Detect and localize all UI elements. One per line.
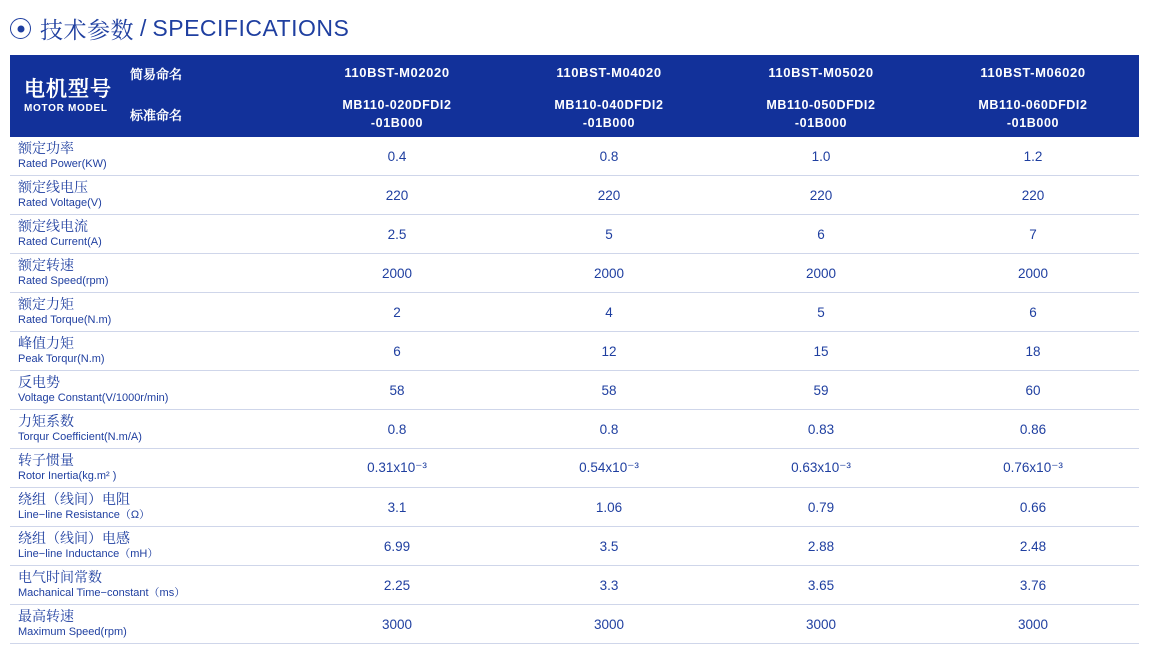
page-title-en: SPECIFICATIONS <box>152 15 350 41</box>
cell-value: 5 <box>605 226 613 242</box>
column-header-simple-2: 110BST-M04020 <box>503 55 715 91</box>
table-row <box>10 254 1139 293</box>
row-label <box>10 371 291 410</box>
cell-value: 220 <box>809 187 833 203</box>
motor-model-label-cn: 电机型号 <box>24 77 112 101</box>
row-label <box>10 605 291 644</box>
cell-value: 2.48 <box>1019 538 1047 554</box>
cell-value: 1.2 <box>1023 148 1043 164</box>
cell-value: 0.66 <box>1019 499 1047 515</box>
row-label-en: Rated Power(KW) <box>18 157 107 170</box>
column-header-standard-2 <box>503 91 715 137</box>
row-label <box>10 215 291 254</box>
row-label-cn: 最高转速 <box>18 608 74 625</box>
circle-dot-icon <box>10 18 31 39</box>
row-label-en: Rotor Inertia(kg.m² ) <box>18 469 117 482</box>
cell-value: 3.1 <box>387 499 407 515</box>
column-header-standard-2-line1: MB110-040DFDI2 <box>554 97 664 112</box>
column-header-simple-1: 110BST-M02020 <box>291 55 503 91</box>
row-label-en: Peak Torqur(N.m) <box>18 352 105 365</box>
simple-naming-label: 简易命名 <box>122 55 291 91</box>
cell-value: 6 <box>393 343 401 359</box>
row-label-cn: 峰值力矩 <box>18 335 74 352</box>
cell-value: 220 <box>1021 187 1045 203</box>
row-label-en: Rated Speed(rpm) <box>18 274 109 287</box>
row-label-cn: 额定线电流 <box>18 218 88 235</box>
page-title-separator: / <box>140 15 147 41</box>
column-header-standard-4-line2: -01B000 <box>1006 116 1060 130</box>
table-row <box>10 176 1139 215</box>
row-label <box>10 527 291 566</box>
cell-value: 6 <box>1029 304 1037 320</box>
cell-value: 18 <box>1025 343 1041 359</box>
cell-value: 6.99 <box>383 538 411 554</box>
cell-value: 58 <box>601 382 617 398</box>
table-body <box>10 137 1139 644</box>
column-header-standard-3 <box>715 91 927 137</box>
row-label-en: Rated Torque(N.m) <box>18 313 112 326</box>
standard-naming-label: 标准命名 <box>122 91 291 137</box>
page-title-cn: 技术参数 <box>40 17 134 43</box>
cell-value: 2.5 <box>387 226 407 242</box>
cell-value: 0.63x10⁻³ <box>791 460 851 475</box>
cell-value: 2.25 <box>383 577 411 593</box>
cell-value: 1.0 <box>811 148 831 164</box>
row-label <box>10 332 291 371</box>
row-label <box>10 410 291 449</box>
cell-value: 3.5 <box>599 538 619 554</box>
row-label-cn: 转子惯量 <box>18 452 74 469</box>
cell-value: 3.3 <box>599 577 619 593</box>
cell-value: 3000 <box>593 616 625 632</box>
cell-value: 3.76 <box>1019 577 1047 593</box>
cell-value: 4 <box>605 304 613 320</box>
table-row <box>10 527 1139 566</box>
column-header-standard-4-line1: MB110-060DFDI2 <box>978 97 1088 112</box>
cell-value: 15 <box>813 343 829 359</box>
column-header-standard-3-line2: -01B000 <box>794 116 848 130</box>
row-label <box>10 566 291 605</box>
table-row <box>10 215 1139 254</box>
table-row <box>10 371 1139 410</box>
row-label <box>10 176 291 215</box>
motor-model-label-en: MOTOR MODEL <box>24 103 108 115</box>
cell-value: 6 <box>817 226 825 242</box>
column-header-standard-2-line2: -01B000 <box>582 116 636 130</box>
cell-value: 12 <box>601 343 617 359</box>
cell-value: 3000 <box>805 616 837 632</box>
cell-value: 58 <box>389 382 405 398</box>
table-row <box>10 137 1139 176</box>
column-header-simple-4: 110BST-M06020 <box>927 55 1139 91</box>
row-label-cn: 绕组（线间）电阻 <box>18 491 130 508</box>
cell-value: 0.79 <box>807 499 835 515</box>
cell-value: 0.8 <box>387 421 407 437</box>
cell-value: 0.8 <box>599 421 619 437</box>
table-row <box>10 488 1139 527</box>
cell-value: 0.86 <box>1019 421 1047 437</box>
row-label-en: Voltage Constant(V/1000r/min) <box>18 391 169 404</box>
row-label <box>10 137 291 176</box>
page-title <box>0 0 1149 55</box>
row-label-en: Maximum Speed(rpm) <box>18 625 127 638</box>
cell-value: 59 <box>813 382 829 398</box>
cell-value: 0.54x10⁻³ <box>579 460 639 475</box>
cell-value: 2000 <box>381 265 413 281</box>
table-header <box>10 55 1139 137</box>
row-label-cn: 额定线电压 <box>18 179 88 196</box>
table-row <box>10 332 1139 371</box>
motor-model-header-cell <box>10 55 291 137</box>
cell-value: 3000 <box>1017 616 1049 632</box>
row-label-cn: 绕组（线间）电感 <box>18 530 130 547</box>
row-label-cn: 额定功率 <box>18 140 74 157</box>
row-label-cn: 额定转速 <box>18 257 74 274</box>
cell-value: 5 <box>817 304 825 320</box>
table-row <box>10 410 1139 449</box>
cell-value: 2000 <box>805 265 837 281</box>
cell-value: 0.31x10⁻³ <box>367 460 427 475</box>
row-label-cn: 额定力矩 <box>18 296 74 313</box>
column-header-standard-1-line2: -01B000 <box>370 116 424 130</box>
cell-value: 0.4 <box>387 148 407 164</box>
specifications-table <box>10 55 1139 644</box>
row-label <box>10 254 291 293</box>
row-label-en: Line−line Resistance（Ω） <box>18 508 151 521</box>
row-label-cn: 反电势 <box>18 374 60 391</box>
cell-value: 1.06 <box>595 499 623 515</box>
row-label <box>10 449 291 488</box>
cell-value: 3000 <box>381 616 413 632</box>
row-label-en: Machanical Time−constant（ms） <box>18 586 186 599</box>
column-header-standard-4 <box>927 91 1139 137</box>
header-row-simple-naming <box>10 55 1139 91</box>
cell-value: 220 <box>385 187 409 203</box>
row-label <box>10 488 291 527</box>
table-row <box>10 566 1139 605</box>
row-label-en: Line−line Inductance（mH） <box>18 547 159 560</box>
cell-value: 7 <box>1029 226 1037 242</box>
cell-value: 2000 <box>593 265 625 281</box>
row-label-cn: 力矩系数 <box>18 413 74 430</box>
cell-value: 0.76x10⁻³ <box>1003 460 1063 475</box>
column-header-standard-1-line1: MB110-020DFDI2 <box>342 97 452 112</box>
cell-value: 0.8 <box>599 148 619 164</box>
cell-value: 2.88 <box>807 538 835 554</box>
table-row <box>10 605 1139 644</box>
column-header-standard-3-line1: MB110-050DFDI2 <box>766 97 876 112</box>
cell-value: 220 <box>597 187 621 203</box>
cell-value: 60 <box>1025 382 1041 398</box>
row-label-en: Torqur Coefficient(N.m/A) <box>18 430 142 443</box>
cell-value: 0.83 <box>807 421 835 437</box>
table-row <box>10 293 1139 332</box>
row-label-en: Rated Current(A) <box>18 235 102 248</box>
column-header-simple-3: 110BST-M05020 <box>715 55 927 91</box>
cell-value: 2000 <box>1017 265 1049 281</box>
table-row <box>10 449 1139 488</box>
row-label-cn: 电气时间常数 <box>18 569 102 586</box>
cell-value: 2 <box>393 304 401 320</box>
row-label-en: Rated Voltage(V) <box>18 196 102 209</box>
row-label <box>10 293 291 332</box>
cell-value: 3.65 <box>807 577 835 593</box>
column-header-standard-1 <box>291 91 503 137</box>
